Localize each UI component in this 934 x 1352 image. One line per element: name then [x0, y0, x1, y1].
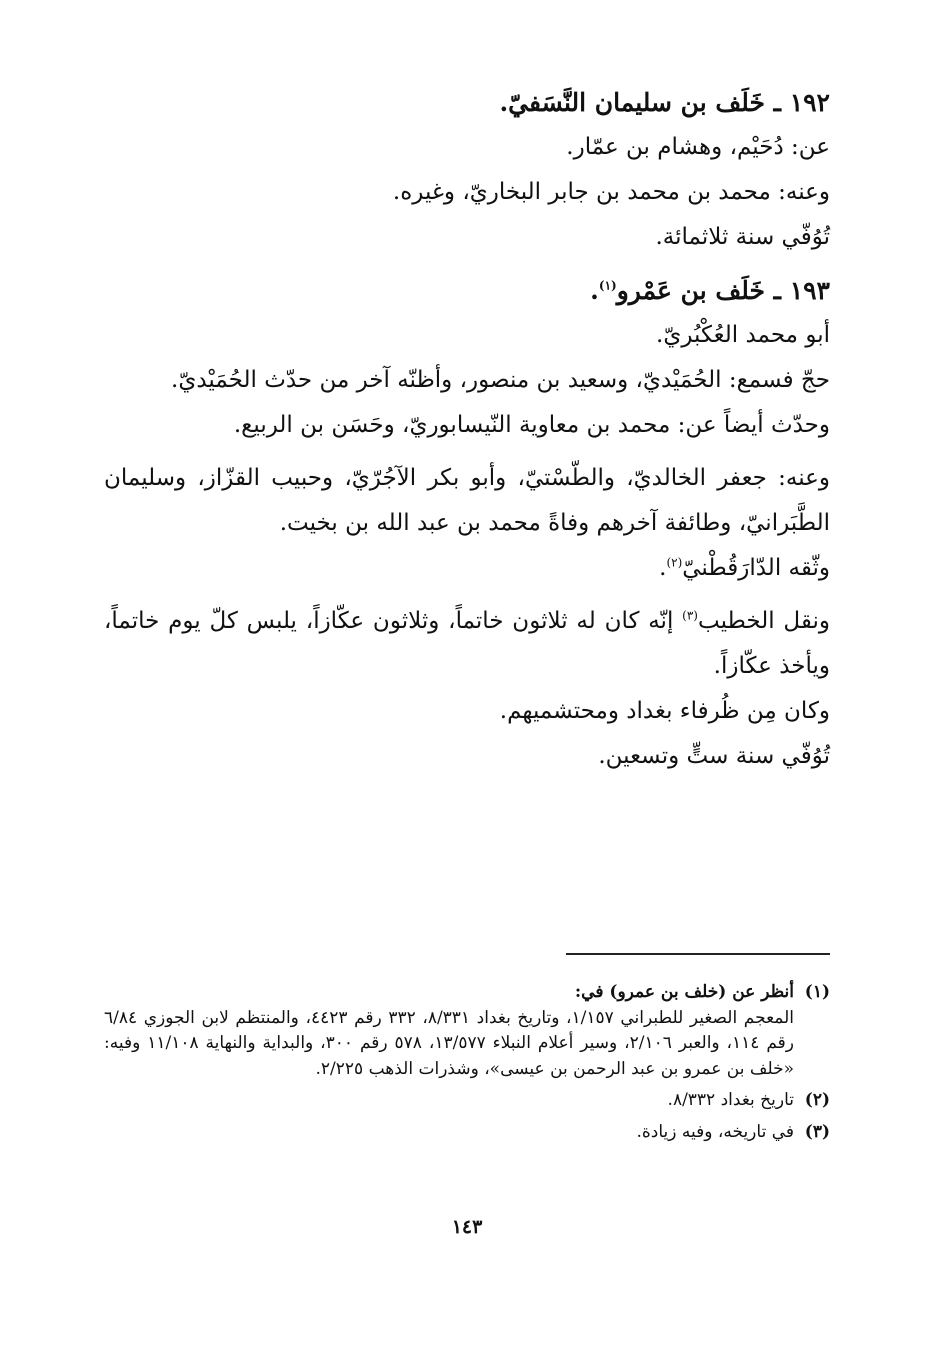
entry-193-heading: [104, 268, 830, 313]
entry-193-thiqa-end: .: [659, 555, 667, 581]
entry-193-death: تُوُفّي سنة ستٍّ وتسعين.: [598, 743, 830, 769]
entry-192-death: تُوُفّي سنة ثلاثمائة.: [655, 224, 830, 250]
footnote-2-text: تاريخ بغداد ٨/٣٣٢.: [667, 1090, 794, 1110]
footnote-ref-3: (٣): [682, 608, 698, 623]
entry-193-kunya: أبو محمد العُكْبُريّ.: [656, 322, 830, 348]
footnote-ref-1: (١): [598, 278, 617, 293]
footnote-1-body: المعجم الصغير للطبراني ١/١٥٧، وتاريخ بغداد ٨/٣٣١، ٣٣٢ رقم ٤٤٢٣، والمنتظم لابن الجوزي ٦/٨٤ رقم ١١٤، والعبر ٢/١٠٦، وسير أعلام النبلاء ١٣/٥٧٧، ٥٧٨ رقم ٣٠٠، والبداية والنهاية ١١/١٠٨ وفيه: «خلف بن عمرو بن عبد الرحمن بن عيسى»، وشذرات الذهب ٢/٢٢٥.: [104, 1007, 794, 1079]
footnote-2-number: (٢): [804, 1090, 830, 1110]
footnote-1: [104, 980, 830, 1082]
entry-193-students: وعنه: جعفر الخالديّ، والطّسْتيّ، وأبو بكر الآجُرّيّ، وحبيب القزّاز، وسليمان الطَّبَرانيّ، وطائفة آخرهم وفاةً محمد بن عبد الله بن بخيت.: [104, 465, 830, 536]
entry-193-hajj: حجّ فسمع: الحُمَيْديّ، وسعيد بن منصور، وأظنّه آخر من حدّث الحُمَيْديّ.: [171, 367, 830, 393]
footnote-separator: [566, 953, 830, 955]
entry-193-thiqa-text: وثّقه الدّارَقُطْنيّ: [682, 555, 830, 581]
entry-193-zurafa: وكان مِن ظُرفاء بغداد ومحتشميهم.: [499, 698, 830, 724]
entry-193-naql: [104, 599, 830, 689]
footnote-2: [104, 1088, 830, 1114]
entry-192-students: وعنه: محمد بن محمد بن جابر البخاريّ، وغيره.: [392, 179, 830, 205]
entry-193-naql-b: إنّه كان له ثلاثون خاتماً، وثلاثون عكّازاً، يلبس كلّ يوم خاتماً، ويأخذ عكّازاً.: [104, 608, 830, 679]
footnote-1-number: (١): [804, 982, 830, 1002]
entry-193-thiqa: [104, 546, 830, 591]
footnotes: [104, 980, 830, 1151]
footnote-1-text: [104, 980, 794, 1082]
page-number: ١٤٣: [451, 1216, 483, 1238]
entry-193-heading-end: .: [590, 276, 599, 305]
entry-193-haddath: وحدّث أيضاً عن: محمد بن معاوية النّيسابوريّ، وحَسَن بن الربيع.: [233, 412, 830, 438]
entry-192-teachers: عن: دُحَيْم، وهشام بن عمّار.: [566, 134, 830, 160]
entry-193-naql-a: ونقل الخطيب: [697, 608, 830, 634]
footnote-3-number: (٣): [804, 1121, 830, 1142]
footnote-3-text: في تاريخه، وفيه زيادة.: [636, 1121, 794, 1142]
main-text: [104, 80, 830, 779]
footnote-ref-2: (٢): [666, 555, 683, 570]
entry-192-heading: ١٩٢ ـ خَلَف بن سليمان النَّسَفيّ.: [499, 88, 830, 117]
entry-193-heading-text: ١٩٣ ـ خَلَف بن عَمْرو: [616, 276, 830, 305]
footnote-1-title: أنظر عن (خلف بن عمرو) في:: [574, 982, 794, 1002]
footnote-3: [104, 1120, 830, 1146]
